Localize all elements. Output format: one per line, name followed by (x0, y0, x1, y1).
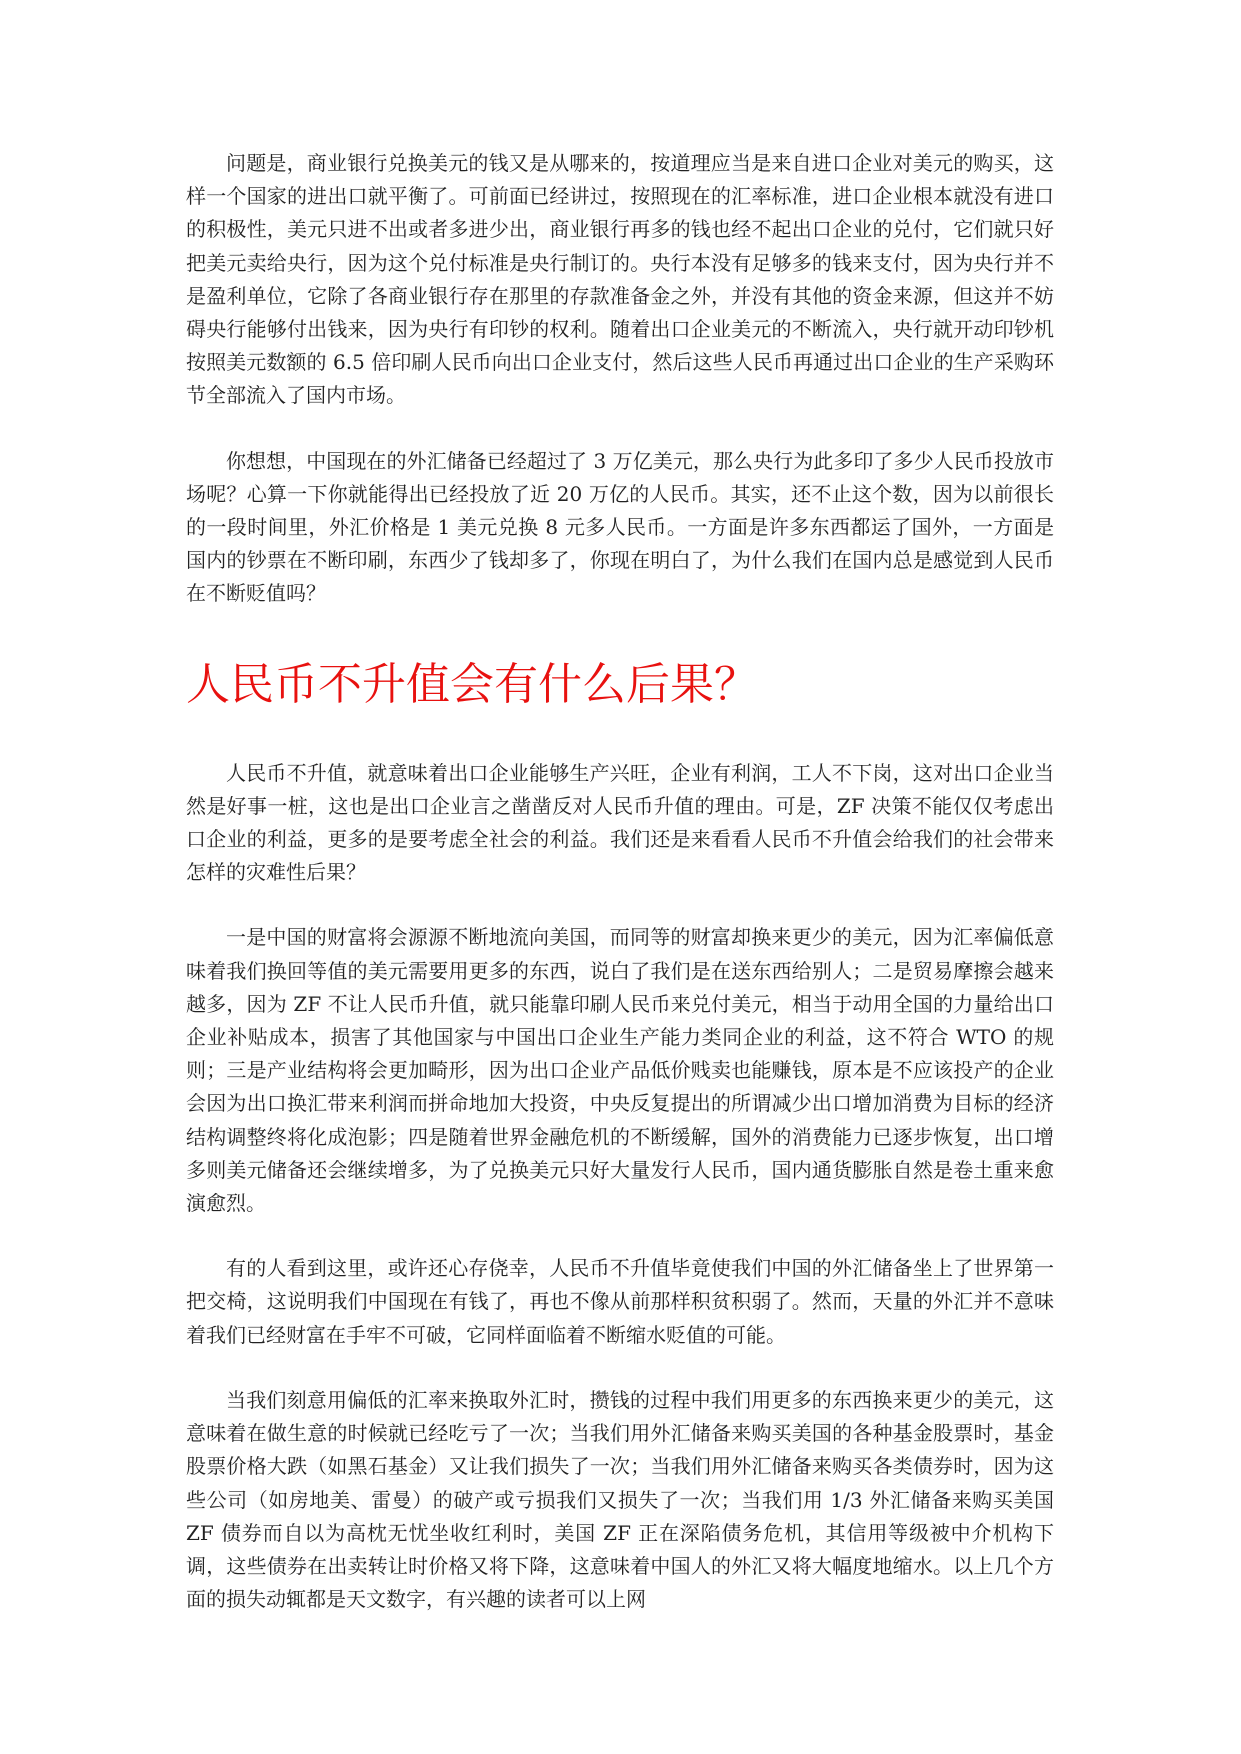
paragraph-5: 有的人看到这里，或许还心存侥幸，人民币不升值毕竟使我们中国的外汇储备坐上了世界第一把交椅，这说明我们中国现在有钱了，再也不像从前那样积贫积弱了。然而，天量的外汇并不意味着我们已经财富在手牢不可破，它同样面临着不断缩水贬值的可能。 (186, 1256, 1054, 1347)
paragraph-3: 人民币不升值，就意味着出口企业能够生产兴旺，企业有利润，工人不下岗，这对出口企业当然是好事一桩，这也是出口企业言之凿凿反对人民币升值的理由。可是，ZF 决策不能仅仅考虑出口企业的利益，更多的是要考虑全社会的利益。我们还是来看看人民币不升值会给我们的社会带来怎样的灾难性后果？ (186, 760, 1054, 885)
section-heading: 人民币不升值会有什么后果？ (186, 658, 758, 710)
paragraph-gap (186, 1220, 1054, 1252)
paragraph-4: 一是中国的财富将会源源不断地流向美国，而同等的财富却换来更少的美元，因为汇率偏低意味着我们换回等值的美元需要用更多的东西，说白了我们是在送东西给别人；二是贸易摩擦会越来越多，因为 ZF 不让人民币升值，就只能靠印刷人民币来兑付美元，相当于动用全国的力量给出口企业补贴成本，损害了其他国家与中国出口企业生产能力类同企业的利益，这不符合 WTO 的规则；三是产业结构将会更加畸形，因为出口企业产品低价贱卖也能赚钱，原本是不应该投产的企业会因为出口换汇带来利润而拼命地加大投资，中央反复提出的所谓减少出口增加消费为目标的经济结构调整终将化成泡影；四是随着世界金融危机的不断缓解，国外的消费能力已逐步恢复，出口增多则美元储备还会继续增多，为了兑换美元只好大量发行人民币，国内通货膨胀自然是卷土重来愈演愈烈。 (186, 925, 1054, 1216)
paragraph-gap (186, 889, 1054, 921)
paragraph-1: 问题是，商业银行兑换美元的钱又是从哪来的，按道理应当是来自进口企业对美元的购买，这样一个国家的进出口就平衡了。可前面已经讲过，按照现在的汇率标准，进口企业根本就没有进口的积极性，美元只进不出或者多进少出，商业银行再多的钱也经不起出口企业的兑付，它们就只好把美元卖给央行，因为这个兑付标准是央行制订的。央行本没有足够多的钱来支付，因为央行并不是盈利单位，它除了各商业银行存在那里的存款准备金之外，并没有其他的资金来源，但这并不妨碍央行能够付出钱来，因为央行有印钞的权利。随着出口企业美元的不断流入，央行就开动印钞机按照美元数额的 6.5 倍印刷人民币向出口企业支付，然后这些人民币再通过出口企业的生产采购环节全部流入了国内市场。 (186, 151, 1054, 408)
paragraph-gap (186, 1352, 1054, 1384)
paragraph-gap (186, 413, 1054, 445)
paragraph-2: 你想想，中国现在的外汇储备已经超过了 3 万亿美元，那么央行为此多印了多少人民币投放市场呢？心算一下你就能得出已经投放了近 20 万亿的人民币。其实，还不止这个数，因为以前很长的一段时间里，外汇价格是 1 美元兑换 8 元多人民币。一方面是许多东西都运了国外，一方面是国内的钞票在不断印刷，东西少了钱却多了，你现在明白了，为什么我们在国内总是感觉到人民币在不断贬值吗？ (186, 448, 1054, 606)
paragraph-6: 当我们刻意用偏低的汇率来换取外汇时，攒钱的过程中我们用更多的东西换来更少的美元，这意味着在做生意的时候就已经吃亏了一次；当我们用外汇储备来购买美国的各种基金股票时，基金股票价格大跌（如黑石基金）又让我们损失了一次；当我们用外汇储备来购买各类债券时，因为这些公司（如房地美、雷曼）的破产或亏损我们又损失了一次；当我们用 1/3 外汇储备来购买美国 ZF 债券而自以为高枕无忧坐收红利时，美国 ZF 正在深陷债务危机，其信用等级被中介机构下调，这些债券在出卖转让时价格又将下降，这意味着中国人的外汇又将大幅度地缩水。以上几个方面的损失动辄都是天文数字，有兴趣的读者可以上网 (186, 1387, 1054, 1612)
document-page (186, 147, 1054, 1616)
